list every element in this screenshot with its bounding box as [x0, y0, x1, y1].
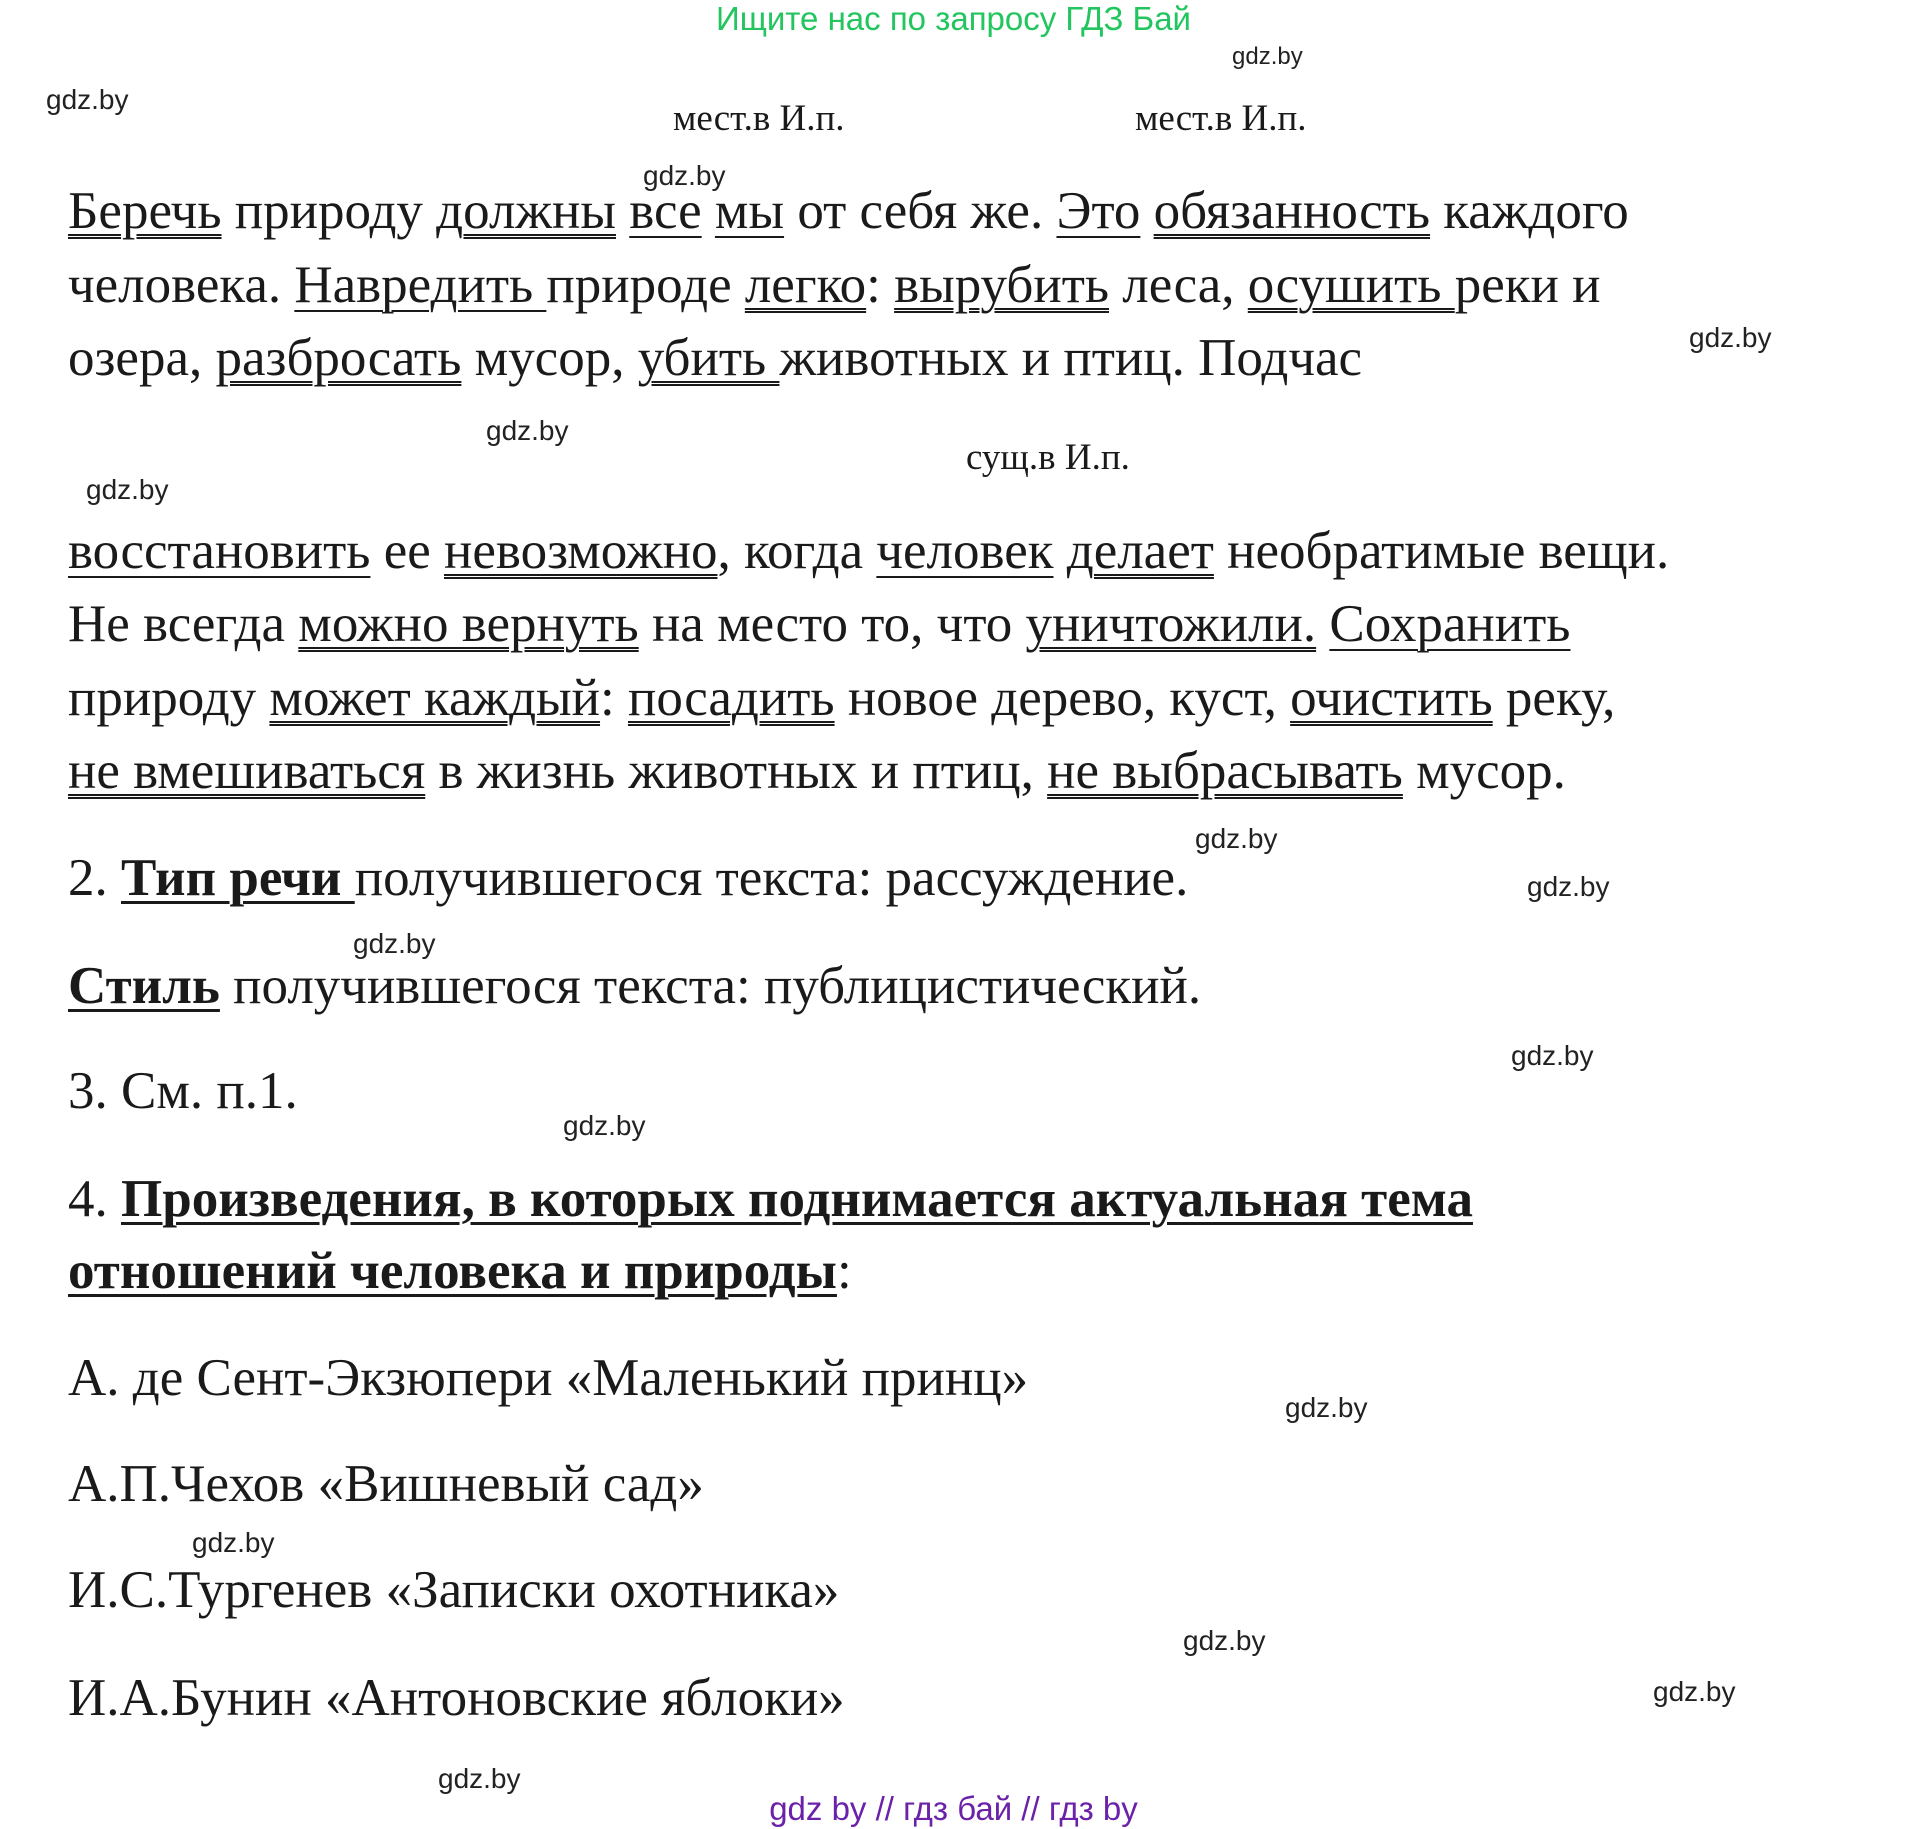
footer-links: gdz by // гдз бай // гдз by	[769, 1790, 1138, 1827]
predicate-word: Беречь	[68, 182, 222, 240]
watermark: gdz.by	[563, 1110, 646, 1141]
work-item: А. де Сент-Экзюпери «Маленький принц»	[68, 1349, 1029, 1407]
subject-word: Сохранить	[1329, 595, 1571, 653]
subject-word: все	[629, 182, 702, 240]
watermark: gdz.by	[86, 474, 169, 505]
watermark: gdz.by	[1183, 1625, 1266, 1656]
paragraph-2-line-1: восстановить ее невозможно, когда человек делает необратимые вещи.	[68, 522, 1670, 580]
watermark: gdz.by	[46, 84, 129, 115]
watermark: gdz.by	[1527, 871, 1610, 902]
predicate-word: не выбрасывать	[1047, 742, 1403, 800]
predicate-word: не вмешиваться	[68, 742, 426, 800]
predicate-word: легко	[744, 256, 867, 314]
predicate-word: можно вернуть	[298, 595, 639, 653]
predicate-word: невозможно	[444, 522, 718, 580]
watermark: gdz.by	[1195, 823, 1278, 854]
watermark: gdz.by	[1689, 322, 1772, 353]
style-label: Стиль	[68, 957, 220, 1015]
predicate-word: должны	[436, 182, 616, 240]
watermark: gdz.by	[1285, 1392, 1368, 1423]
watermark: gdz.by	[486, 415, 569, 446]
paragraph-2-line-4: не вмешиваться в жизнь животных и птиц, не выбрасывать мусор.	[68, 742, 1566, 800]
predicate-word: может каждый	[269, 669, 601, 727]
paragraph-2-line-3: природу может каждый: посадить новое дерево, куст, очистить реку,	[68, 669, 1616, 727]
annotation-pronoun: мест.в И.п.	[1135, 98, 1307, 139]
item-2-speech-type: 2. Тип речи получившегося текста: рассуждение.	[68, 849, 1189, 907]
watermark: gdz.by	[353, 928, 436, 959]
predicate-word: вырубить	[894, 256, 1110, 314]
watermark: gdz.by	[192, 1527, 275, 1558]
predicate-word: очистить	[1290, 669, 1493, 727]
work-item: И.С.Тургенев «Записки охотника»	[68, 1561, 840, 1619]
annotation-noun: сущ.в И.п.	[966, 437, 1130, 478]
watermark: gdz.by	[438, 1763, 521, 1794]
subject-word: человек	[876, 522, 1054, 580]
paragraph-2-line-2: Не всегда можно вернуть на место то, что уничтожили. Сохранить	[68, 595, 1571, 653]
subject-word: восстановить	[68, 522, 371, 580]
predicate-word: разбросать	[215, 329, 462, 387]
item-4-title: отношений человека и природы	[68, 1242, 837, 1300]
subject-word: Это	[1056, 182, 1141, 240]
item-3: 3. См. п.1.	[68, 1062, 298, 1120]
work-item: А.П.Чехов «Вишневый сад»	[68, 1455, 704, 1513]
watermark: gdz.by	[643, 160, 726, 191]
predicate-word: посадить	[628, 669, 835, 727]
paragraph-1-line-1: Беречь природу должны все мы от себя же. Это обязанность каждого	[68, 182, 1629, 240]
predicate-word: осушить	[1247, 256, 1455, 314]
speech-type-label: Тип речи	[121, 849, 355, 907]
subject-word: Навредить	[294, 256, 547, 314]
item-4-title-line-2: отношений человека и природы:	[68, 1242, 852, 1300]
annotation-pronoun: мест.в И.п.	[673, 98, 845, 139]
predicate-word: обязанность	[1153, 182, 1431, 240]
item-4-title-line-1: 4. Произведения, в которых поднимается актуальная тема	[68, 1170, 1473, 1228]
predicate-word: убить	[637, 329, 780, 387]
subject-word: мы	[714, 182, 785, 240]
predicate-word: уничтожили.	[1025, 595, 1317, 653]
paragraph-1-line-2: человека. Навредить природе легко: вырубить леса, осушить реки и	[68, 256, 1601, 314]
watermark: gdz.by	[1511, 1040, 1594, 1071]
work-item: И.А.Бунин «Антоновские яблоки»	[68, 1669, 845, 1727]
watermark: gdz.by	[1653, 1676, 1736, 1707]
predicate-word: делает	[1066, 522, 1214, 580]
search-hint-header: Ищите нас по запросу ГДЗ Бай	[716, 0, 1191, 37]
watermark: gdz.by	[1232, 43, 1303, 70]
item-4-title: Произведения, в которых поднимается актуальная тема	[121, 1170, 1473, 1228]
style-line: Стиль получившегося текста: публицистический.	[68, 957, 1202, 1015]
paragraph-1-line-3: озера, разбросать мусор, убить животных и птиц. Подчас	[68, 329, 1363, 387]
